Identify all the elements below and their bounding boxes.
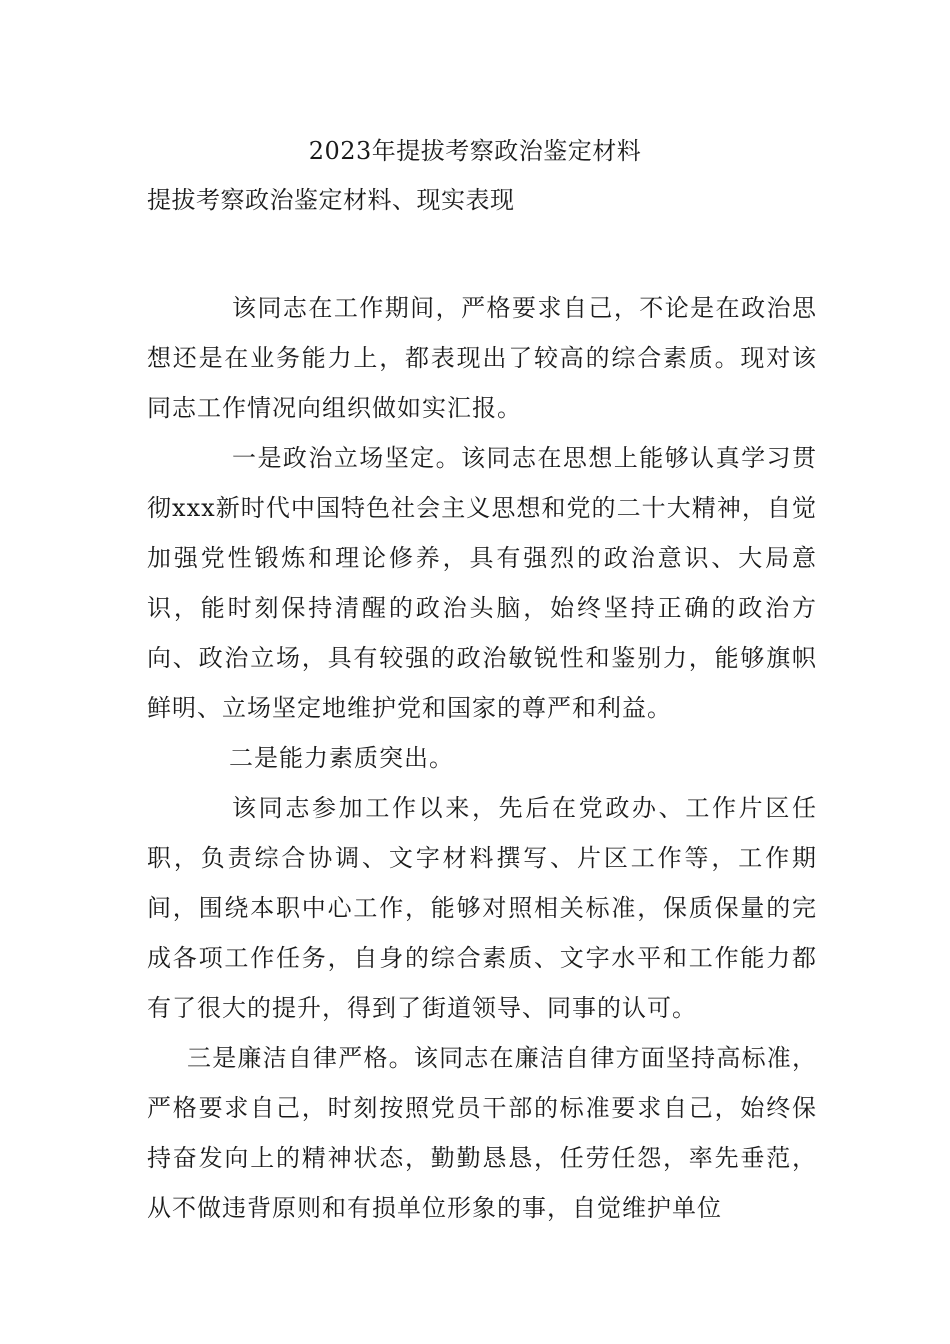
paragraph-integrity: 三是廉洁自律严格。该同志在廉洁自律方面坚持高标准，严格要求自己，时刻按照党员干部的标准要求自己，始终保持奋发向上的精神状态，勤勤恳恳，任劳任怨，率先垂范，从不做违背原则和有损单位形象的事，自觉维护单位 <box>147 1044 817 1222</box>
document-body <box>147 283 817 1233</box>
paragraph-ability-detail: 该同志参加工作以来，先后在党政办、工作片区任职，负责综合协调、文字材料撰写、片区工作等，工作期间，围绕本职中心工作，能够对照相关标准，保质保量的完成各项工作任务，自身的综合素质、文字水平和工作能力都有了很大的提升，得到了街道领导、同事的认可。 <box>147 794 817 1022</box>
document-title: 2023年提拔考察政治鉴定材料 <box>308 137 642 165</box>
paragraph-ability-heading: 二是能力素质突出。 <box>229 744 454 772</box>
paragraph-political-stance: 一是政治立场坚定。该同志在思想上能够认真学习贯彻xxx新时代中国特色社会主义思想和党的二十大精神，自觉加强党性锻炼和理论修养，具有强烈的政治意识、大局意识，能时刻保持清醒的政治头脑，始终坚持正确的政治方向、政治立场，具有较强的政治敏锐性和鉴别力，能够旗帜鲜明、立场坚定地维护党和国家的尊严和利益。 <box>147 444 817 722</box>
paragraph-intro: 该同志在工作期间，严格要求自己，不论是在政治思想还是在业务能力上，都表现出了较高的综合素质。现对该同志工作情况向组织做如实汇报。 <box>147 294 817 422</box>
document-subtitle: 提拔考察政治鉴定材料、现实表现 <box>147 186 515 214</box>
